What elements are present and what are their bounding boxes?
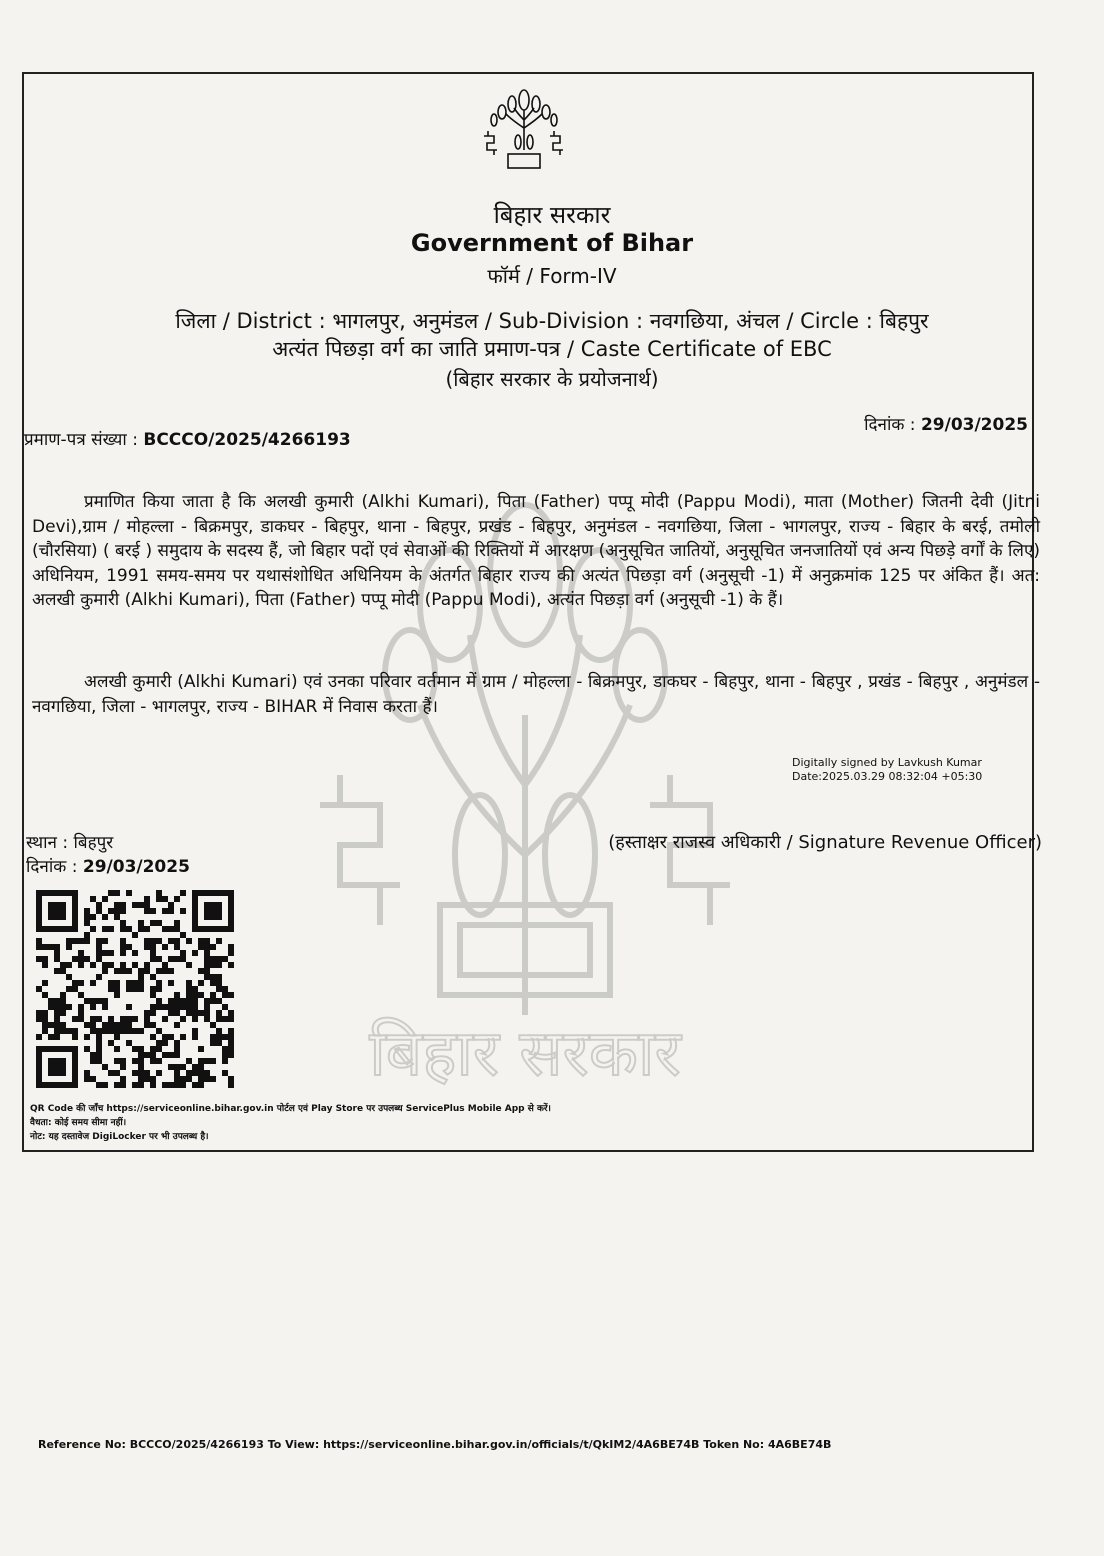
certificate-date-value: 29/03/2025 [920, 415, 1028, 435]
header-form: फॉर्म / Form-IV [487, 264, 617, 288]
validity-note: वैधता: कोई समय सीमा नहीं। [30, 1118, 127, 1128]
place-date-line [26, 855, 190, 879]
header-purpose: (बिहार सरकार के प्रयोजनार्थ) [445, 367, 659, 391]
certificate-date-label: दिनांक : [864, 415, 916, 435]
qr-note: QR Code की जाँच https://serviceonline.bihar.gov.in पोर्टल एवं Play Store पर उपलब्ध ServicePlus Mobile App से करें। [30, 1104, 551, 1114]
certificate-number-value: BCCCO/2025/4266193 [143, 430, 351, 450]
qr-code[interactable] [34, 888, 236, 1094]
header-gov-hindi: बिहार सरकार [493, 201, 611, 229]
place-date-block [26, 831, 190, 879]
certificate-number [24, 427, 351, 450]
signature-officer: (हस्ताक्षर राजस्व अधिकारी / Signature Revenue Officer) [608, 832, 1042, 853]
header-gov-english: Government of Bihar [410, 229, 694, 257]
digilocker-note: नोट: यह दस्तावेज DigiLocker पर भी उपलब्ध है। [30, 1132, 209, 1142]
header-district-line: जिला / District : भागलपुर, अनुमंडल / Sub-Division : नवगछिया, अंचल / Circle : बिहपुर [175, 309, 929, 333]
body-paragraph-1: प्रमाणित किया जाता है कि अलखी कुमारी (Alkhi Kumari), पिता (Father) पप्पू मोदी (Pappu Modi), माता (Mother) जितनी देवी (Jitni Devi),ग्राम / मोहल्ला - बिक्रमपुर, डाकघर - बिहपुर, थाना - बिहपुर, प्रखंड - बिहपुर, अनुमंडल - नवगछिया, जिला - भागलपुर, राज्य - बिहार के बरई, तमोली (चौरसिया) ( बरई ) समुदाय के सदस्य हैं, जो बिहार पदों एवं सेवाओं की रिक्तियों में आरक्षण (अनुसूचित जातियों, अनुसूचित जनजातियों एवं अन्य पिछड़े वर्गों के लिए) अधिनियम, 1991 समय-समय पर यथासंशोधित अधिनियम के अंतर्गत बिहार राज्य की अत्यंत पिछड़ा वर्ग (अनुसूची -1) में अनुक्रमांक 125 पर अंकित हैं। अत: अलखी कुमारी (Alkhi Kumari), पिता (Father) पप्पू मोदी (Pappu Modi), अत्यंत पिछड़ा वर्ग (अनुसूची -1) के हैं। [32, 492, 1040, 610]
certificate-number-label: प्रमाण-पत्र संख्या : [24, 430, 138, 450]
header-certificate-title: अत्यंत पिछड़ा वर्ग का जाति प्रमाण-पत्र / Caste Certificate of EBC [272, 337, 832, 361]
bihar-emblem-icon [478, 86, 570, 172]
digital-signature [792, 756, 982, 784]
place-label: स्थान : [26, 833, 69, 853]
place-value: बिहपुर [73, 833, 114, 853]
svg-text:बिहार सरकार: बिहार सरकार [369, 1017, 681, 1091]
footer-reference: Reference No: BCCCO/2025/4266193 To View: https://serviceonline.bihar.gov.in/officials/t/QkIM2/4A6BE74B Token No: 4A6BE74B [38, 1438, 832, 1451]
digital-signature-name: Digitally signed by Lavkush Kumar [792, 756, 982, 769]
certificate-date [800, 412, 1028, 435]
place-line [26, 831, 190, 855]
notes-block [30, 1102, 551, 1144]
place-date-label: दिनांक : [26, 857, 78, 877]
body-paragraph-2: अलखी कुमारी (Alkhi Kumari) एवं उनका परिवार वर्तमान में ग्राम / मोहल्ला - बिक्रमपुर, डाकघर - बिहपुर, थाना - बिहपुर , प्रखंड - बिहपुर , अनुमंडल - नवगछिया, जिला - भागलपुर, राज्य - BIHAR में निवास करता हैं। [32, 672, 1040, 717]
place-date-value: 29/03/2025 [82, 857, 190, 877]
digital-signature-date: Date:2025.03.29 08:32:04 +05:30 [792, 770, 983, 783]
